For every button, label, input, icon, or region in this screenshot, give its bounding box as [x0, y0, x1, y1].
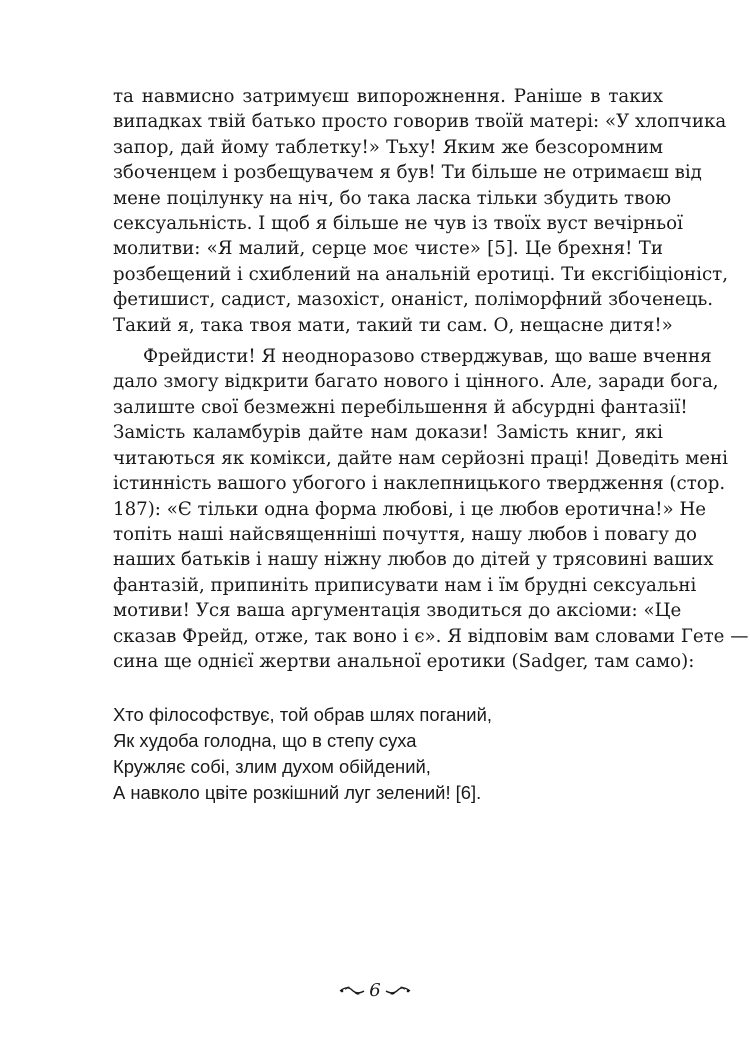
text-line: розбещений і схиблений на анальній еротиці. Ти ексгібіціоніст, [113, 263, 728, 285]
text-line: Замість каламбурів дайте нам докази! Замість книг, які [113, 422, 663, 444]
text-line: сексуальність. І щоб я більше не чув із твоїх вуст вечірньої [113, 213, 683, 235]
text-line: запор, дай йому таблетку!» Тьху! Яким же безсоромним [113, 136, 663, 158]
text-line: сказав Фрейд, отже, так воно і є». Я відповім вам словами Гете — [113, 625, 749, 647]
text-line: наших батьків і нашу ніжну любов до дітей у трясовині ваших [113, 549, 714, 571]
text-line: випадках твій батько просто говорив твоїй матері: «У хлопчика [113, 111, 727, 133]
text-line: залиште свої безмежні перебільшення й абсурдні фантазії! [113, 396, 688, 418]
text-line: читаються як комікси, дайте нам серйозні праці! Доведіть мені [113, 447, 728, 469]
text-line: та навмисно затримуєш випорожнення. Раніше в таких [113, 86, 663, 107]
poem-line: Як худоба голодна, що в степу суха [113, 730, 417, 752]
text-line: 187): «Є тільки одна форма любові, і це любов еротична!» Не [113, 498, 707, 520]
page-footer [0, 980, 750, 1002]
text-line: молитви: «Я малий, серце моє чисте» [5]. Це брехня! Ти [113, 238, 663, 260]
text-line: істинність вашого убогого і наклепницького твердження (стор. [113, 473, 726, 495]
poem-quote [113, 702, 663, 806]
poem-line: А навколо цвіте розкішний луг зелений! [6]. [113, 782, 482, 804]
leaf-ornament-right-icon [385, 981, 411, 1002]
page-body [113, 84, 749, 806]
poem-line: Кружляє собі, злим духом обійдений, [113, 756, 431, 778]
text-line: фетишист, садист, мазохіст, онаніст, поліморфний збоченець. [113, 289, 714, 311]
poem-line: Хто філософствує, той обрав шлях поганий, [113, 704, 492, 726]
text-line: Фрейдисти! Я неодноразово стверджував, що ваше вчення [143, 346, 712, 368]
leaf-ornament-left-icon [339, 981, 365, 1002]
text-line: фантазій, припиніть приписувати нам і їм брудні сексуальні [113, 574, 697, 596]
text-line: Такий я, така твоя мати, такий ти сам. О, нещасне дитя!» [113, 314, 673, 336]
paragraph-1 [113, 84, 728, 338]
text-line: топіть наші найсвященніші почуття, нашу любов і повагу до [113, 523, 697, 545]
paragraph-2 [113, 344, 749, 674]
page-number: 6 [369, 980, 381, 1001]
text-line: дало змогу відкрити багато нового і цінного. Але, заради бога, [113, 371, 719, 393]
text-line: мотиви! Уся ваша аргументація зводиться до аксіоми: «Це [113, 600, 682, 622]
text-line: збоченцем і розбещувачем я був! Ти більше не отримаєш від [113, 162, 702, 184]
text-line: мене поцілунку на ніч, бо така ласка тільки збудить твою [113, 187, 672, 209]
text-line: сина ще однієї жертви анальної еротики (Sadger, там само): [113, 650, 695, 672]
